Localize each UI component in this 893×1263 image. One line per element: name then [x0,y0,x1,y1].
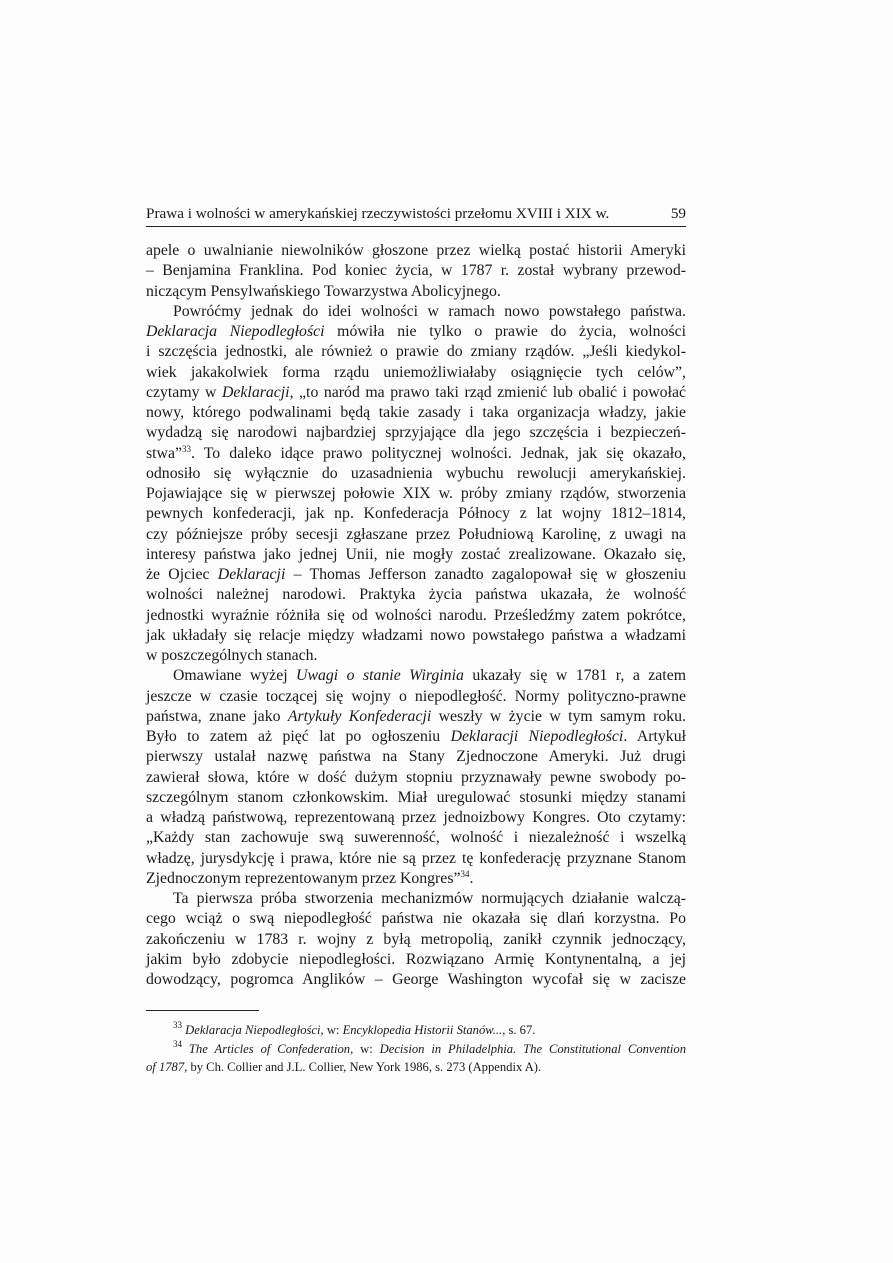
italic-title: The Articles of Confederation [188,1041,351,1056]
text-run: – Benjamina Franklina. Pod koniec życia, w 1787 r. został wybrany przewod- [146,262,686,280]
italic-title: Deklaracja Niepodległości [146,323,325,340]
footnote-marker: 33 [181,443,191,454]
text-run: , „to naród ma prawo taki rząd zmienić lub obalić i powołać [289,383,686,401]
text-line [146,869,686,889]
text-line [146,768,686,788]
text-run: zakończeniu w 1783 r. wojny z byłą metropolią, zanikł czynnik jednoczący, [146,930,686,948]
text-line [146,261,686,281]
text-line [146,930,686,950]
text-line [146,565,686,585]
text-line [146,423,686,443]
text-line [146,383,686,403]
text-line [146,950,686,970]
text-run: zawierał słowa, które w dość dużym stopniu przyznawały pewne swobody po- [146,768,686,786]
text-line [146,363,686,383]
footnote-line [146,1058,686,1077]
text-run: nowy, którego podwalinami będą takie zasady i taka organizacja władzy, jakie [146,404,686,421]
text-line [146,241,686,261]
text-line [146,545,686,565]
italic-title: Deklaracji [222,383,290,401]
text-line [146,322,686,342]
text-run: jakim było zdobycie niepodległości. Rozwiązano Armię Kontynentalną, a jej [146,950,686,968]
text-line [146,889,686,909]
text-run: Ta pierwsza próba stworzenia mechanizmów normujących działanie walczą- [173,890,686,907]
running-header [146,204,686,227]
text-run: a władzą państwową, reprezentowaną przez jednoizbowy Kongres. Oto czytamy: [146,809,686,826]
text-line [146,828,686,848]
footnote-marker: 33 [173,1020,182,1030]
text-run: pierwszy ustalał nazwę państwa na Stany Zjednoczone Ameryki. Już drugi [146,748,686,766]
text-run: szczególnym stanom członkowskim. Miał uregulować stosunki między stanami [146,788,686,806]
text-run: i szczęścia jednostki, ale również o prawie do zmiany rządów. „Jeśli kiedykol- [146,343,686,361]
text-run: mówiła nie tylko o prawie do życia, wolności [324,323,686,340]
text-line [146,626,686,646]
text-line [146,606,686,626]
text-line [146,585,686,605]
text-run: Powróćmy jednak do idei wolności w ramach nowo powstałego państwa. [173,302,686,320]
text-line [146,909,686,929]
italic-title: Decision in Philadelphia. The Constitutional Convention [379,1041,687,1056]
text-line [146,970,686,990]
text-line [146,464,686,484]
text-line [146,646,686,666]
text-run: odnosiło się wyłącznie do uzasadnienia wybuchu rewolucji amerykańskiej. [146,464,686,482]
text-run: Omawiane wyżej [173,667,297,685]
italic-title: Deklaracji Niepodległości [450,728,624,745]
text-run: „Każdy stan zachowuje swą suwerenność, wolność i niezależność i wszelką [146,829,686,847]
italic-title: Encyklopedia Historii Stanów... [342,1023,503,1037]
text-line [146,302,686,322]
text-line [146,484,686,504]
text-run: . [469,869,474,887]
text-line [146,747,686,767]
footnote-separator [146,1010,259,1011]
text-run: wydadzą się narodowi najbardziej sprzyjające dla jego szczęścia i bezpieczeń- [146,424,686,442]
italic-title: Deklaracja Niepodległości [185,1023,321,1037]
text-run: dowodzący, pogromca Anglików – George Washington wycofał się w zacisze [146,971,686,988]
text-run: jednostki wyraźnie różniła się od wolności narodu. Prześledźmy zatem pokrótce, [146,606,686,624]
text-line [146,849,686,869]
text-run: czytamy w [146,383,222,401]
text-run: – Thomas Jefferson zanadto zagalopował się w głoszeniu [285,566,686,583]
text-line [146,788,686,808]
text-line [146,707,686,727]
text-run: Było to zatem aż pięć lat po ogłoszeniu [146,728,451,745]
text-line [146,666,686,686]
text-line [146,444,686,464]
text-run: Zjednoczonym reprezentowanym przez Kongres” [146,869,461,887]
footnote-line [146,1040,686,1059]
text-run: . Artykuł [623,728,686,745]
text-run: że Ojciec [146,566,218,583]
text-run: w poszczególnych stanach. [146,647,318,664]
page-number: 59 [670,205,686,222]
text-run: . To daleko idące prawo politycznej wolności. Jednak, jak się okazało, [190,444,686,462]
text-line [146,727,686,747]
text-run: jak układały się relacje między władzami nowo powstałego państwa a władzami [146,626,686,644]
text-run: , w: [350,1041,380,1056]
text-run: , s. 67. [502,1023,536,1037]
italic-title: Artykuły Konfederacji [287,707,432,725]
text-run: Pojawiające się w pierwszej połowie XIX w. próby zmiany rządów, stworzenia [146,485,686,502]
text-run: jeszcze w czasie toczącej się wojny o niepodległość. Normy polityczno-prawne [146,687,686,705]
text-run: państwa, znane jako [146,707,288,725]
body-text [146,241,686,990]
text-run: czy późniejsze próby secesji zgłaszane przez Południową Karolinę, z uwagi na [146,525,686,543]
running-title: Prawa i wolności w amerykańskiej rzeczywistości przełomu XVIII i XIX w. [146,205,610,222]
text-run: , w: [320,1023,343,1037]
text-run: wiek jakakolwiek forma rządu uniemożliwiałaby osiągnięcie tych celów”, [146,363,686,381]
footnote-marker: 34 [460,868,470,879]
text-run: cego wciąż o swą niepodległość państwa nie okazała się dlań korzystna. Po [146,910,686,928]
text-run: ukazały się w 1781 r, a zatem [463,667,686,685]
text-line [146,282,686,302]
text-run: niczącym Pensylwańskiego Towarzystwa Abolicyjnego. [146,282,501,300]
italic-title: of 1787 [146,1060,185,1074]
italic-title: Deklaracji [217,566,286,583]
footnote-line [146,1021,686,1040]
text-run: wolności należnej narodowi. Praktyka życia państwa ukazała, że wolność [146,586,686,604]
text-line [146,808,686,828]
text-line [146,504,686,524]
italic-title: Uwagi o stanie Wirginia [296,667,464,685]
footnote-marker: 34 [173,1038,182,1049]
text-run: interesy państwa jako jednej Unii, nie mogły zostać zrealizowane. Okazało się, [146,545,686,563]
text-run: apele o uwalnianie niewolników głoszone przez wielką postać historii Ameryki [146,242,686,259]
text-line [146,403,686,423]
footnotes [146,1021,686,1077]
text-line [146,342,686,362]
text-run: władzę, jurysdykcję i prawa, które nie są przez tę konfederację przyznane Stanom [146,849,686,867]
text-line [146,687,686,707]
text-run: pewnych konfederacji, jak np. Konfederacja Północy z lat wojny 1812–1814, [146,505,686,523]
text-run: weszły w życie w tym samym roku. [431,707,687,725]
text-run [182,1042,189,1056]
text-run: stwa” [146,444,182,462]
text-run: , by Ch. Collier and J.L. Collier, New York 1986, s. 273 (Appendix A). [184,1060,542,1074]
text-line [146,525,686,545]
